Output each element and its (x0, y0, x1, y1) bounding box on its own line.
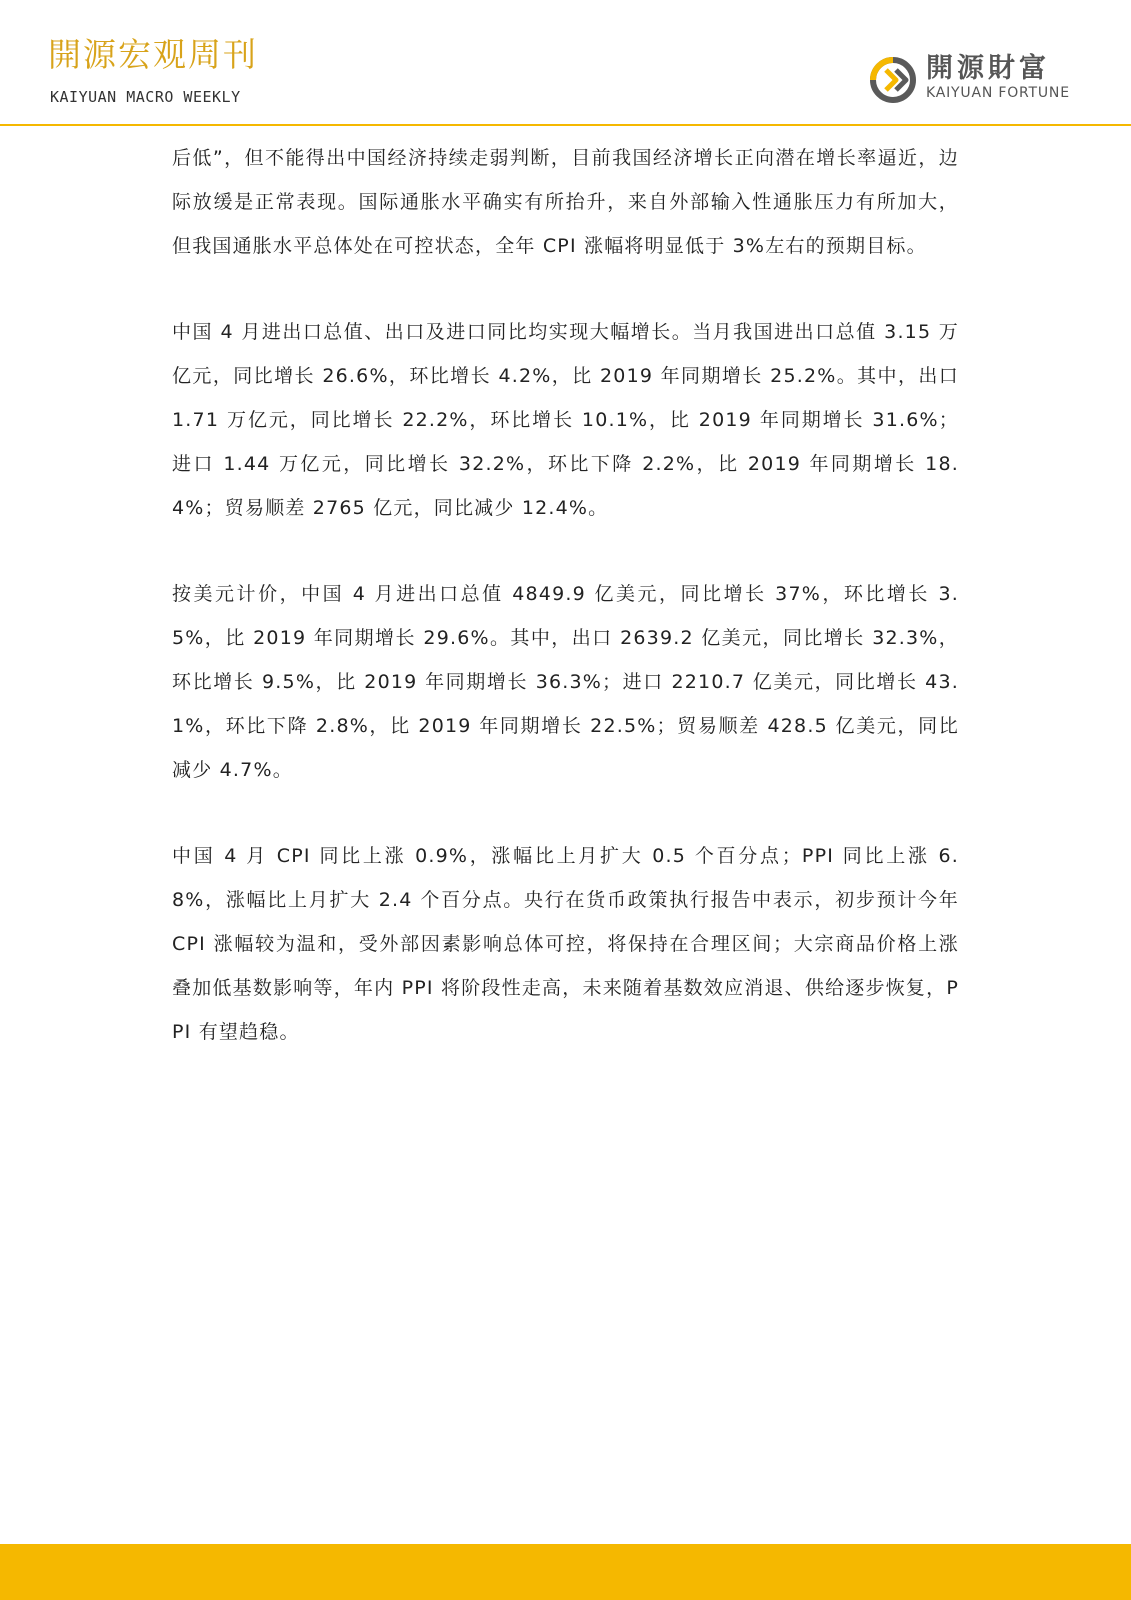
publication-title: 開源宏观周刊 (48, 35, 258, 74)
paragraph: 后低”，但不能得出中国经济持续走弱判断，目前我国经济增长正向潜在增长率逼近，边际放缓是正常表现。国际通胀水平确实有所抬升，来自外部输入性通胀压力有所加大，但我国通胀水平总体处在可控状态，全年 CPI 涨幅将明显低于 3%左右的预期目标。 (172, 147, 959, 257)
logo-subtitle: KAIYUAN FORTUNE (926, 85, 1070, 101)
logo-name: 開源財富 (926, 53, 1050, 84)
page-header (0, 0, 1131, 126)
paragraph: 中国 4 月 CPI 同比上涨 0.9%，涨幅比上月扩大 0.5 个百分点；PPI 同比上涨 6.8%，涨幅比上月扩大 2.4 个百分点。央行在货币政策执行报告中表示，初步预计今年 CPI 涨幅较为温和，受外部因素影响总体可控，将保持在合理区间；大宗商品价格上涨叠加低基数影响等，年内 PPI 将阶段性走高，未来随着基数效应消退、供给逐步恢复，PPI 有望趋稳。 (172, 845, 959, 1043)
company-logo (868, 55, 1083, 105)
footer-bar (0, 1544, 1131, 1600)
paragraph: 中国 4 月进出口总值、出口及进口同比均实现大幅增长。当月我国进出口总值 3.15 万亿元，同比增长 26.6%，环比增长 4.2%，比 2019 年同期增长 25.2%。其中，出口 1.71 万亿元，同比增长 22.2%，环比增长 10.1%，比 2019 年同期增长 31.6%；进口 1.44 万亿元，同比增长 32.2%，环比下降 2.2%，比 2019 年同期增长 18.4%；贸易顺差 2765 亿元，同比减少 12.4%。 (172, 321, 959, 519)
kaiyuan-logo-icon (868, 55, 918, 105)
article-body (172, 136, 959, 1096)
publication-subtitle: KAIYUAN MACRO WEEKLY (50, 88, 241, 106)
header-divider (0, 124, 1131, 126)
paragraph: 按美元计价，中国 4 月进出口总值 4849.9 亿美元，同比增长 37%，环比增长 3.5%，比 2019 年同期增长 29.6%。其中，出口 2639.2 亿美元，同比增长 32.3%，环比增长 9.5%，比 2019 年同期增长 36.3%；进口 2210.7 亿美元，同比增长 43.1%，环比下降 2.8%，比 2019 年同期增长 22.5%；贸易顺差 428.5 亿美元，同比减少 4.7%。 (172, 583, 959, 781)
